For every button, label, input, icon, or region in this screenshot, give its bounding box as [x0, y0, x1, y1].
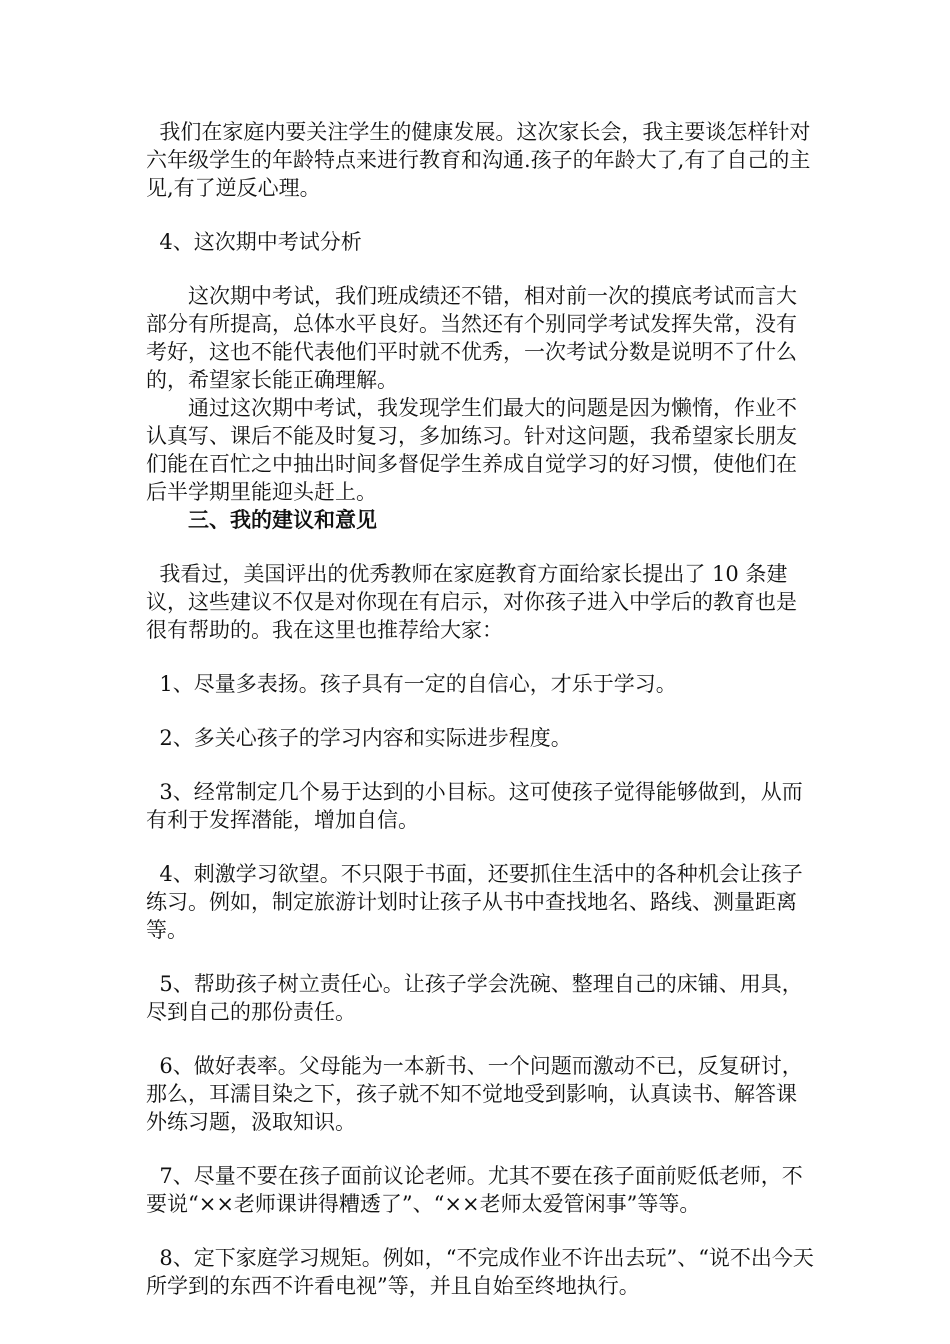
document-page	[146, 118, 814, 1300]
list-item-suggestion-2: 2、多关心孩子的学习内容和实际进步程度。	[146, 726, 572, 750]
paragraph-exam-results: 这次期中考试，我们班成绩还不错，相对前一次的摸底考试而言大部分有所提高，总体水平良好。当然还有个别同学考试发挥失常，没有考好，这也不能代表他们平时就不优秀，一次考试分数是说明不了什么的，希望家长能正确理解。	[146, 284, 797, 392]
list-item-suggestion-3: 3、经常制定几个易于达到的小目标。这可使孩子觉得能够做到，从而有利于发挥潜能，增加自信。	[146, 780, 803, 832]
paragraph-suggestions-intro: 我看过，美国评出的优秀教师在家庭教育方面给家长提出了 10 条建议，这些建议不仅是对你现在有启示，对你孩子进入中学后的教育也是很有帮助的。我在这里也推荐给大家：	[146, 562, 797, 642]
list-item-suggestion-8: 8、定下家庭学习规矩。例如，“不完成作业不许出去玩”、“说不出今天所学到的东西不许看电视”等，并且自始至终地执行。	[146, 1246, 814, 1298]
list-item-suggestion-7: 7、尽量不要在孩子面前议论老师。尤其不要在孩子面前贬低老师，不要说“××老师课讲得糟透了”、“××老师太爱管闲事”等等。	[146, 1164, 803, 1216]
paragraph-exam-problems: 通过这次期中考试，我发现学生们最大的问题是因为懒惰，作业不认真写、课后不能及时复习，多加练习。针对这问题，我希望家长朋友们能在百忙之中抽出时间多督促学生养成自觉学习的好习惯，使他们在后半学期里能迎头赶上。	[146, 396, 797, 504]
list-item-suggestion-5: 5、帮助孩子树立责任心。让孩子学会洗碗、整理自己的床铺、用具，尽到自己的那份责任。	[146, 972, 803, 1024]
section-heading-exam-analysis: 4、这次期中考试分析	[146, 230, 362, 254]
section-heading-suggestions: 三、我的建议和意见	[188, 507, 377, 532]
list-item-suggestion-6: 6、做好表率。父母能为一本新书、一个问题而激动不已，反复研讨，那么，耳濡目染之下，孩子就不知不觉地受到影响，认真读书、解答课外练习题，汲取知识。	[146, 1054, 803, 1134]
list-item-suggestion-4: 4、刺激学习欲望。不只限于书面，还要抓住生活中的各种机会让孩子练习。例如，制定旅游计划时让孩子从书中查找地名、路线、测量距离等。	[146, 862, 803, 942]
list-item-suggestion-1: 1、尽量多表扬。孩子具有一定的自信心，才乐于学习。	[146, 672, 677, 696]
paragraph-intro: 我们在家庭内要关注学生的健康发展。这次家长会，我主要谈怎样针对六年级学生的年龄特点来进行教育和沟通.孩子的年龄大了,有了自己的主见,有了逆反心理。	[146, 120, 811, 200]
